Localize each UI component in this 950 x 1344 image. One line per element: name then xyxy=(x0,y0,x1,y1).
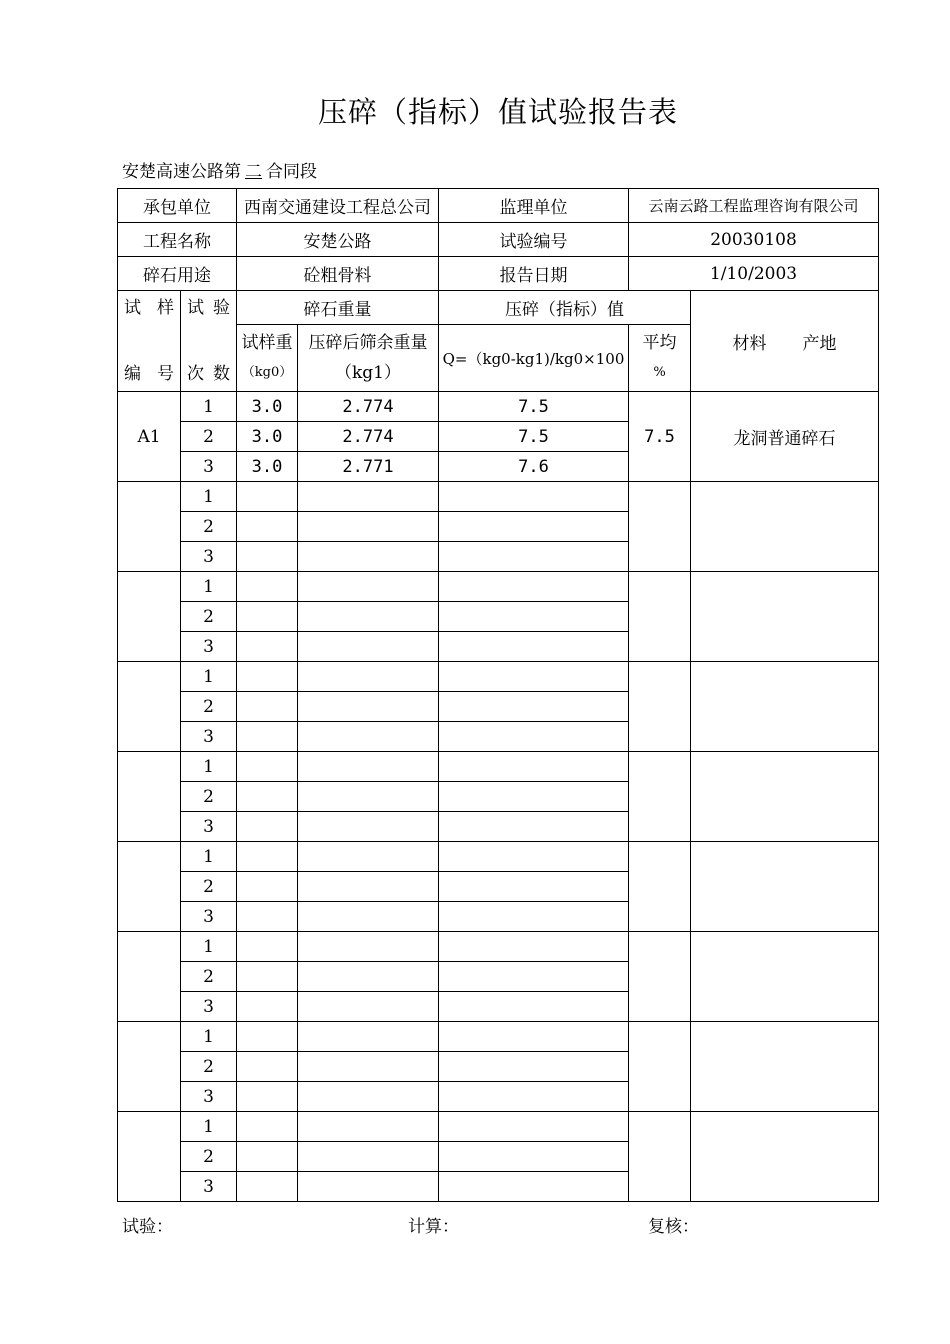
supervisor-value: 云南云路工程监理咨询有限公司 xyxy=(629,189,879,223)
origin-cell xyxy=(691,842,879,932)
table-row xyxy=(118,662,879,692)
trial-number-cell: 1 xyxy=(181,932,237,962)
sample-weight-header: 试样重 （kg0） xyxy=(237,325,298,392)
residual-weight-cell xyxy=(298,992,439,1022)
trial-number-cell: 3 xyxy=(181,722,237,752)
trial-number-cell: 2 xyxy=(181,872,237,902)
tester-signature: 试验： xyxy=(122,1217,173,1237)
crush-value-cell xyxy=(439,1082,629,1112)
report-table xyxy=(117,188,879,1202)
residual-weight-cell xyxy=(298,1142,439,1172)
crush-value-cell xyxy=(439,872,629,902)
residual-weight-cell xyxy=(298,1112,439,1142)
sample-weight-cell xyxy=(237,932,298,962)
crush-value-cell xyxy=(439,512,629,542)
page-title: 压碎（指标）值试验报告表 xyxy=(317,95,678,129)
origin-cell xyxy=(691,752,879,842)
residual-weight-cell xyxy=(298,662,439,692)
calculator-signature: 计算： xyxy=(408,1217,459,1237)
trial-number-cell: 2 xyxy=(181,512,237,542)
test-no-label: 试验编号 xyxy=(439,223,629,257)
sample-weight-cell xyxy=(237,572,298,602)
trial-number-cell: 1 xyxy=(181,572,237,602)
sample-weight-cell xyxy=(237,662,298,692)
trial-number-cell: 2 xyxy=(181,1142,237,1172)
residual-weight-cell xyxy=(298,842,439,872)
table-row xyxy=(118,1112,879,1142)
residual-weight-cell: 2.774 xyxy=(298,422,439,452)
crush-value-cell xyxy=(439,752,629,782)
trial-number-cell: 3 xyxy=(181,632,237,662)
crush-value-cell: 7.5 xyxy=(439,392,629,422)
trial-number-cell: 2 xyxy=(181,782,237,812)
table-row xyxy=(118,482,879,512)
sample-weight-cell xyxy=(237,1082,298,1112)
trial-number-cell: 1 xyxy=(181,1112,237,1142)
residual-weight-cell xyxy=(298,902,439,932)
crush-value-cell xyxy=(439,992,629,1022)
sample-weight-cell xyxy=(237,752,298,782)
residual-weight-cell xyxy=(298,722,439,752)
crush-value-cell xyxy=(439,572,629,602)
trial-number-cell: 1 xyxy=(181,482,237,512)
sample-weight-cell xyxy=(237,812,298,842)
average-cell xyxy=(629,842,691,932)
trial-number-cell: 3 xyxy=(181,542,237,572)
average-cell xyxy=(629,662,691,752)
sample-weight-cell: 3.0 xyxy=(237,392,298,422)
residual-weight-cell xyxy=(298,572,439,602)
report-date-label: 报告日期 xyxy=(439,257,629,291)
trial-number-cell: 2 xyxy=(181,962,237,992)
average-cell xyxy=(629,572,691,662)
usage-value: 砼粗骨料 xyxy=(237,257,439,291)
trial-number-cell: 2 xyxy=(181,602,237,632)
sample-weight-cell xyxy=(237,632,298,662)
crush-value-cell xyxy=(439,782,629,812)
sample-weight-cell xyxy=(237,962,298,992)
project-label: 工程名称 xyxy=(118,223,237,257)
usage-label: 碎石用途 xyxy=(118,257,237,291)
average-cell: 7.5 xyxy=(629,392,691,482)
average-cell xyxy=(629,482,691,572)
trial-number-cell: 3 xyxy=(181,902,237,932)
sample-weight-cell xyxy=(237,1052,298,1082)
origin-cell: 龙洞普通碎石 xyxy=(691,392,879,482)
crush-value-cell xyxy=(439,482,629,512)
trial-number-cell: 1 xyxy=(181,392,237,422)
project-value: 安楚公路 xyxy=(237,223,439,257)
sample-id-cell xyxy=(118,932,181,1022)
section-number: 二 xyxy=(245,162,262,182)
sample-id-cell xyxy=(118,842,181,932)
average-cell xyxy=(629,1022,691,1112)
sample-id-cell xyxy=(118,482,181,572)
residual-weight-cell: 2.774 xyxy=(298,392,439,422)
sample-weight-cell xyxy=(237,1112,298,1142)
crush-value-cell xyxy=(439,902,629,932)
sample-id-cell xyxy=(118,662,181,752)
residual-weight-cell: 2.771 xyxy=(298,452,439,482)
residual-weight-cell xyxy=(298,872,439,902)
sample-weight-cell xyxy=(237,992,298,1022)
trial-number-cell: 3 xyxy=(181,1082,237,1112)
residual-weight-cell xyxy=(298,482,439,512)
residual-weight-cell xyxy=(298,692,439,722)
origin-cell xyxy=(691,1022,879,1112)
average-header: 平均 % xyxy=(629,325,691,392)
crush-value-cell xyxy=(439,632,629,662)
origin-cell xyxy=(691,662,879,752)
table-row xyxy=(118,842,879,872)
crush-value-cell xyxy=(439,842,629,872)
sample-id-header: 试 样 编 号 xyxy=(118,291,181,392)
sample-weight-cell xyxy=(237,1172,298,1202)
crush-group-header: 压碎（指标）值 xyxy=(439,291,691,325)
test-no-value: 20030108 xyxy=(629,223,879,257)
sample-weight-cell xyxy=(237,722,298,752)
crush-value-cell xyxy=(439,542,629,572)
section-suffix: 合同段 xyxy=(266,162,317,182)
sample-weight-cell xyxy=(237,1142,298,1172)
sample-weight-cell xyxy=(237,902,298,932)
trial-number-cell: 1 xyxy=(181,752,237,782)
sample-weight-cell: 3.0 xyxy=(237,452,298,482)
residual-weight-cell xyxy=(298,1052,439,1082)
sample-id-cell: A1 xyxy=(118,392,181,482)
residual-weight-cell xyxy=(298,632,439,662)
sample-weight-cell xyxy=(237,602,298,632)
crush-value-cell xyxy=(439,602,629,632)
trial-number-cell: 3 xyxy=(181,992,237,1022)
sample-weight-cell xyxy=(237,1022,298,1052)
table-row xyxy=(118,752,879,782)
sample-weight-cell xyxy=(237,482,298,512)
crush-value-cell xyxy=(439,962,629,992)
section-prefix: 安楚高速公路第 xyxy=(122,162,241,182)
crush-value-cell xyxy=(439,812,629,842)
crush-value-cell: 7.6 xyxy=(439,452,629,482)
crush-value-cell: 7.5 xyxy=(439,422,629,452)
origin-cell xyxy=(691,1112,879,1202)
trial-number-cell: 1 xyxy=(181,662,237,692)
crush-value-cell xyxy=(439,1052,629,1082)
residual-weight-cell xyxy=(298,1082,439,1112)
origin-cell xyxy=(691,482,879,572)
crush-value-cell xyxy=(439,692,629,722)
residual-weight-cell xyxy=(298,962,439,992)
residual-weight-cell xyxy=(298,512,439,542)
table-row xyxy=(118,572,879,602)
contractor-value: 西南交通建设工程总公司 xyxy=(237,189,439,223)
residual-weight-cell xyxy=(298,932,439,962)
residual-weight-header: 压碎后筛余重量 （kg1） xyxy=(298,325,439,392)
sample-weight-cell xyxy=(237,542,298,572)
residual-weight-cell xyxy=(298,812,439,842)
table-row xyxy=(118,1022,879,1052)
average-cell xyxy=(629,1112,691,1202)
contractor-label: 承包单位 xyxy=(118,189,237,223)
reviewer-signature: 复核： xyxy=(648,1217,699,1237)
crush-value-cell xyxy=(439,662,629,692)
origin-cell xyxy=(691,572,879,662)
sample-weight-cell xyxy=(237,692,298,722)
crush-value-cell xyxy=(439,1142,629,1172)
trial-number-cell: 1 xyxy=(181,1022,237,1052)
origin-header: 材料 产地 xyxy=(691,291,879,392)
crush-value-cell xyxy=(439,1022,629,1052)
sample-weight-cell xyxy=(237,872,298,902)
residual-weight-cell xyxy=(298,602,439,632)
crush-value-cell xyxy=(439,932,629,962)
trial-number-cell: 2 xyxy=(181,422,237,452)
section-line xyxy=(122,157,317,182)
trial-number-cell: 3 xyxy=(181,452,237,482)
crush-value-cell xyxy=(439,722,629,752)
trial-number-cell: 2 xyxy=(181,692,237,722)
sample-weight-cell xyxy=(237,842,298,872)
table-row xyxy=(118,932,879,962)
trial-count-header: 试 验 次 数 xyxy=(181,291,237,392)
residual-weight-cell xyxy=(298,752,439,782)
sample-id-cell xyxy=(118,752,181,842)
average-cell xyxy=(629,752,691,842)
sample-weight-cell: 3.0 xyxy=(237,422,298,452)
sample-weight-cell xyxy=(237,782,298,812)
trial-number-cell: 3 xyxy=(181,1172,237,1202)
crush-value-cell xyxy=(439,1112,629,1142)
supervisor-label: 监理单位 xyxy=(439,189,629,223)
trial-number-cell: 3 xyxy=(181,812,237,842)
sample-id-cell xyxy=(118,572,181,662)
residual-weight-cell xyxy=(298,542,439,572)
weight-group-header: 碎石重量 xyxy=(237,291,439,325)
average-cell xyxy=(629,932,691,1022)
residual-weight-cell xyxy=(298,1172,439,1202)
origin-cell xyxy=(691,932,879,1022)
sample-weight-cell xyxy=(237,512,298,542)
residual-weight-cell xyxy=(298,782,439,812)
sample-id-cell xyxy=(118,1112,181,1202)
formula-header: Q=（kg0-kg1)/kg0×100 xyxy=(439,325,629,392)
trial-number-cell: 2 xyxy=(181,1052,237,1082)
table-row xyxy=(118,392,879,422)
crush-value-cell xyxy=(439,1172,629,1202)
report-date-value: 1/10/2003 xyxy=(629,257,879,291)
residual-weight-cell xyxy=(298,1022,439,1052)
sample-id-cell xyxy=(118,1022,181,1112)
trial-number-cell: 1 xyxy=(181,842,237,872)
